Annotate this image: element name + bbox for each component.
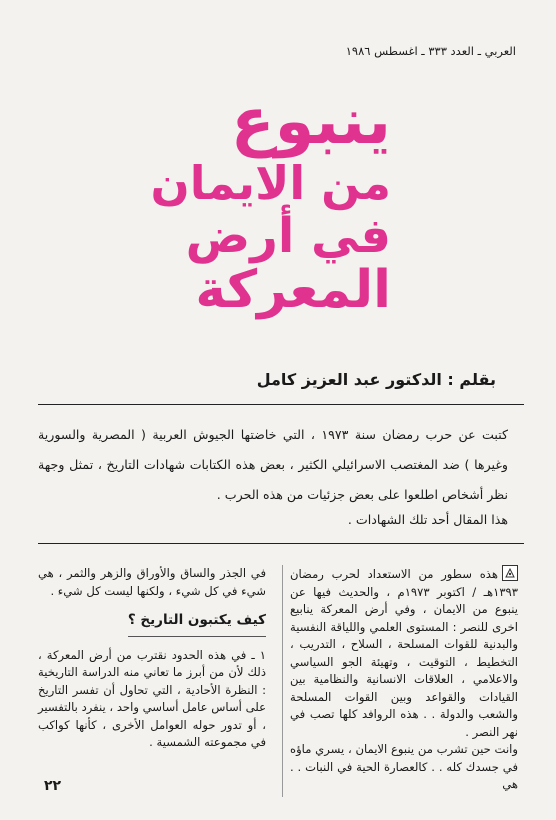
column-left [38,565,266,752]
page-number: ٢٢ [44,778,62,794]
column-divider [282,565,283,797]
author-byline: بقلم : الدكتور عبد العزيز كامل [256,370,496,389]
title-line-4: المعركة [195,260,391,320]
intro-paragraph: كتبت عن حرب رمضان سنة ١٩٧٣ ، التي خاضتها الجيوش العربية ( المصرية والسورية وغيرها ) ضد المغتصب الاسرائيلي الكثير ، بعض هذه الكتابات شهادات التاريخ ، تمثل وجهة نظر أشخاص اطلعوا على بعض جزئيات من هذه الحرب . [38,427,509,502]
title-line-2: من الايمان [150,156,391,210]
article-title [150,85,391,320]
column-right-paragraph-2: وانت حين تشرب من ينبوع الايمان ، يسري ماؤه في جسدك كله . . كالعصارة الحية في النبات . . هي [290,742,518,791]
column-right-paragraph-1 [290,565,518,741]
section-marker-icon [502,565,518,581]
section-heading: كيف يكتبون التاريخ ؟ [128,612,266,637]
column-right [290,565,518,794]
intro-tail: هذا المقال أحد تلك الشهادات . [347,512,508,527]
title-line-3: في أرض [185,208,391,264]
intro-rule-top [38,404,524,405]
column-right-text-1: هذه سطور من الاستعداد لحرب رمضان ١٣٩٣هـ / اكتوبر ١٩٧٣م ، والحديث فيها عن ينبوع من الايمان ، وفي أرض المعركة ينابيع اخرى للنصر : المستوى العلمي واللياقة النفسية والبدنية للقوات المسلحة ، السلاح ، التدريب ، التخطيط ، التوقيت ، وتهيئة الجو السياسي والاعلامي ، العلاقات الانسانية والنظامية بين القيادات والقواعد وبين القوات المسلحة والشعب والدولة . . هذه الروافد كلها تصب في نهر النصر . [290,567,519,739]
running-header: العربي ـ العدد ٣٣٣ ـ اغسطس ١٩٨٦ [345,44,516,58]
column-left-paragraph-1: في الجذر والساق والأوراق والزهر والثمر ، هي شيء في كل شيء ، ولكنها ليست كل شيء . [38,566,266,598]
column-left-paragraph-2: ١ ـ في هذه الحدود نقترب من أرض المعركة ، ذلك لأن من أبرز ما تعاني منه الدراسة التاريخية : النظرة الأحادية ، التي تحاول أن تفسر التاريخ على أساس عامل أساسي واحد ، ينفرد بالتفسير ، أو تدور حوله العوامل الأخرى ، كأنها كواكب في مجموعته الشمسية . [38,647,266,749]
title-line-1: ينبوع [230,85,391,159]
intro-rule-bottom [38,543,524,544]
